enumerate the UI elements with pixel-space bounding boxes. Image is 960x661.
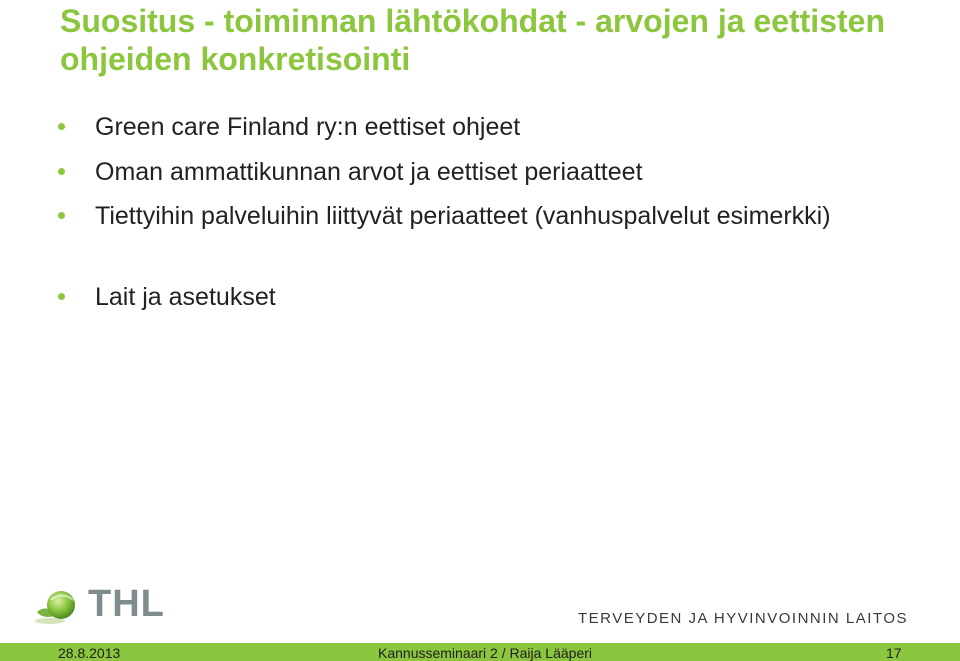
bullet-text: Oman ammattikunnan arvot ja eettiset periaatteet (95, 158, 643, 186)
bullet-dot-icon (58, 123, 65, 130)
thl-logo (33, 583, 173, 626)
footer-date: 28.8.2013 (58, 645, 121, 661)
bullet-text: Tiettyihin palveluihin liittyvät periaatteet (vanhuspalvelut esimerkki) (95, 202, 831, 230)
bullet-text: Lait ja asetukset (95, 283, 276, 311)
footer-author: Kannusseminaari 2 / Raija Lääperi (378, 645, 593, 661)
bullet-item (95, 280, 895, 314)
institute-name: TERVEYDEN JA HYVINVOINNIN LAITOS (577, 610, 908, 627)
bullet-item (95, 199, 895, 233)
bullet-text: Green care Finland ry:n eettiset ohjeet (95, 113, 521, 141)
page-number: 17 (886, 645, 902, 661)
bullet-dot-icon (58, 168, 65, 175)
slide-title: Suositus - toiminnan lähtökohdat - arvojen ja eettisten ohjeiden konkretisointi (60, 3, 885, 77)
bullet-dot-icon (58, 293, 65, 300)
logo-text: THL (88, 583, 165, 625)
bullet-item (95, 155, 895, 189)
bullet-dot-icon (58, 212, 65, 219)
globe-leaf-icon (33, 586, 85, 626)
bullet-item (95, 110, 895, 144)
